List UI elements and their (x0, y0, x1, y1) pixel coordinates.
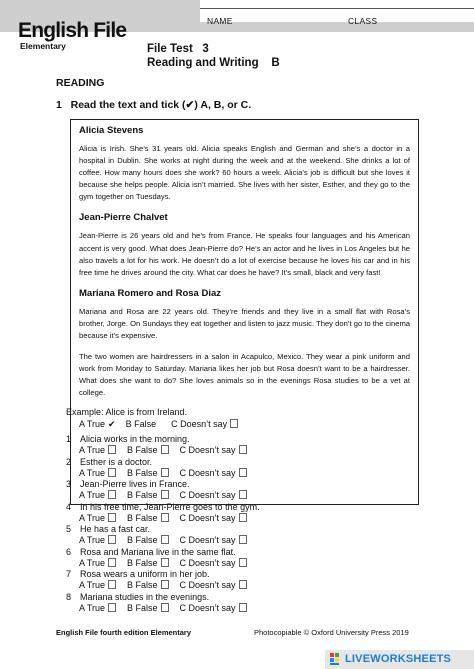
question-options (79, 468, 247, 479)
option-label: B False (127, 445, 158, 455)
logo (18, 20, 126, 51)
option-c (180, 603, 247, 614)
answer-checkbox[interactable] (239, 535, 247, 544)
option-label: A True (79, 535, 106, 545)
logo-main-text: English File (18, 19, 127, 42)
option-label: C Doesn’t say (179, 535, 236, 545)
test-title (147, 42, 280, 70)
option-a (79, 558, 116, 569)
header-rule (200, 8, 474, 9)
option-label: B False (127, 602, 158, 613)
option-label: B False (125, 419, 157, 429)
answer-checkbox[interactable] (108, 603, 116, 612)
liveworksheets-logo-icon (330, 652, 342, 666)
option-c (180, 580, 247, 591)
logo-sub-text: Elementary (20, 41, 66, 51)
option-b (127, 468, 169, 479)
option-c (180, 535, 247, 546)
example-options (79, 419, 238, 430)
option-label: C Doesn’t say (171, 419, 228, 429)
question-number: 7 (66, 569, 72, 579)
answer-checkbox[interactable] (108, 513, 116, 522)
question-number: 5 (66, 524, 72, 534)
question-text: Rosa wears a uniform in her job. (80, 569, 210, 579)
answer-checkbox[interactable] (161, 513, 169, 522)
option-label: C Doesn’t say (179, 557, 236, 568)
answer-checkbox[interactable] (161, 445, 169, 454)
question-options (79, 513, 247, 524)
option-label: C Doesn’t say (179, 580, 236, 590)
option-label: B False (127, 557, 158, 568)
question-text: Esther is a doctor. (80, 456, 153, 467)
option-b (127, 580, 169, 591)
answer-checkbox[interactable] (239, 603, 247, 612)
option-c (180, 513, 247, 524)
question-number: 6 (66, 546, 72, 557)
option-label: A True (79, 467, 106, 478)
question-stem (66, 479, 190, 490)
test-title-line1: File Test 3 (147, 43, 209, 55)
option-label: A True (79, 445, 106, 455)
option-label: A True (79, 512, 106, 523)
question-number: 2 (66, 456, 72, 467)
answer-checkbox[interactable] (161, 580, 169, 589)
question-text: In his free time, Jean-Pierre goes to the gym. (80, 501, 260, 512)
option-label: C Doesn’t say (179, 512, 236, 523)
section-title: READING (56, 77, 105, 89)
example-option-b (126, 419, 157, 430)
option-label: C Doesn’t say (179, 602, 236, 613)
option-c (180, 468, 247, 479)
question-options (79, 603, 247, 614)
option-label: B False (127, 490, 158, 500)
paragraph: Alicia is Irish. She’s 31 years old. Alicia speaks English and German and she’s a doctor in a hospital in Dublin. She works at night during the week and at the weekend. She drinks a lot of coffee. How many hours does she work? 60 hours a week. Alicia’s job is difficult but she loves it because she helps people. Alicia isn’t married. She lives with her sister, Esther, and they go to the gym together on Tuesdays. (79, 144, 410, 202)
instruction-text: Read the text and tick (✔) A, B, or C. (70, 99, 252, 111)
option-label: B False (127, 580, 158, 590)
question-stem (66, 524, 150, 535)
person-heading: Mariana Romero and Rosa Diaz (79, 287, 222, 299)
answer-checkbox[interactable] (239, 513, 247, 522)
example-sentence: Example: Alice is from Ireland. (66, 407, 188, 417)
option-a (79, 580, 116, 591)
answer-checkbox[interactable] (161, 535, 169, 544)
paragraph: Jean-Pierre is 26 years old and he’s from France. He speaks four languages and his American accent is very good. What does Jean-Pierre do? He’s an actor and he lives in Los Angeles but he also travels a lot for his work. He doesn’t do a lot of exercise because he loves his car and in his free time he drives around the city. What car does he have? It’s small, black and very fast! (79, 231, 410, 277)
option-label: A True (79, 580, 106, 590)
option-a (79, 603, 116, 614)
question-text: Alicia works in the morning. (80, 434, 190, 444)
tick-mark: ✔ (108, 419, 116, 429)
name-class-strip (200, 0, 474, 22)
option-label: C Doesn’t say (179, 445, 236, 455)
option-a (79, 468, 116, 479)
answer-checkbox[interactable] (108, 580, 116, 589)
answer-checkbox[interactable] (108, 490, 116, 499)
option-label: A True (79, 557, 106, 568)
watermark-text: LIVEWORKSHEETS (345, 653, 452, 665)
question-number: 1 (66, 434, 72, 444)
option-label: C Doesn’t say (179, 467, 236, 478)
option-label: B False (127, 512, 158, 523)
person-heading: Alicia Stevens (79, 125, 144, 136)
instruction (56, 99, 251, 111)
question-number: 4 (66, 501, 72, 512)
option-label: B False (127, 467, 158, 478)
option-c (180, 490, 247, 501)
question-stem (66, 434, 190, 445)
question-number: 3 (66, 479, 72, 489)
option-b (127, 513, 169, 524)
answer-checkbox[interactable] (161, 468, 169, 477)
answer-checkbox[interactable] (108, 445, 116, 454)
question-stem (66, 547, 236, 558)
question-options (79, 535, 247, 546)
answer-checkbox[interactable] (239, 445, 247, 454)
footer-right: Photocopiable © Oxford University Press 2019 (254, 628, 409, 637)
footer-left: English File fourth edition Elementary (56, 628, 192, 637)
question-text: Mariana studies in the evenings. (80, 591, 210, 602)
instruction-number: 1 (56, 99, 62, 111)
option-b (127, 445, 169, 456)
answer-checkbox[interactable] (108, 558, 116, 567)
option-b (127, 603, 169, 614)
test-title-line2: Reading and Writing B (147, 57, 280, 69)
answer-checkbox[interactable] (161, 603, 169, 612)
option-a (79, 535, 116, 546)
person-heading: Jean-Pierre Chalvet (79, 212, 168, 224)
option-a (79, 490, 116, 501)
question-options (79, 558, 247, 569)
question-stem (66, 502, 260, 513)
class-label: CLASS (348, 16, 378, 26)
example-option-c (171, 419, 238, 430)
answer-checkbox[interactable] (108, 535, 116, 544)
option-a (79, 513, 116, 524)
question-text: Rosa and Mariana live in the same flat. (80, 546, 236, 557)
question-stem (66, 569, 210, 580)
answer-checkbox[interactable] (161, 490, 169, 499)
question-options (79, 445, 247, 456)
question-options (79, 580, 247, 591)
option-label: B False (127, 535, 158, 545)
question-text: He has a fast car. (80, 524, 151, 534)
question-stem (66, 592, 209, 603)
answer-checkbox[interactable] (239, 558, 247, 567)
answer-checkbox[interactable] (108, 468, 116, 477)
paragraph: Mariana and Rosa are 22 years old. They’re friends and they live in a small flat with Rosa’s brother, Jorge. On Sundays they eat together and listen to jazz music. They don’t go to the cinema because it’s expensive. (79, 306, 410, 341)
option-a (79, 445, 116, 456)
option-b (127, 490, 169, 501)
option-c (180, 558, 247, 569)
answer-checkbox[interactable] (239, 468, 247, 477)
option-c (180, 445, 247, 456)
question-stem (66, 457, 152, 468)
question-options (79, 490, 247, 501)
name-label: NAME (207, 16, 233, 26)
example-option-a (79, 419, 116, 430)
answer-checkbox[interactable] (161, 558, 169, 567)
question-number: 8 (66, 591, 72, 602)
option-b (127, 558, 169, 569)
answer-checkbox[interactable] (239, 580, 247, 589)
answer-checkbox[interactable] (239, 490, 247, 499)
paragraph: The two women are hairdressers in a salon in Acapulco, Mexico. They wear a pink uniform and work from Monday to Saturday. Mariana likes her job but Rosa doesn’t want to be a hairdresser. What does she want to do? She loves animals so in the evenings Rosa studies to be a vet at college. (79, 352, 410, 398)
answer-checkbox[interactable] (230, 419, 238, 428)
option-label: A True (79, 490, 106, 500)
option-b (127, 535, 169, 546)
question-text: Jean-Pierre lives in France. (80, 479, 190, 489)
option-label: A True (79, 419, 106, 429)
option-label: C Doesn’t say (179, 490, 236, 500)
option-label: A True (79, 602, 106, 613)
